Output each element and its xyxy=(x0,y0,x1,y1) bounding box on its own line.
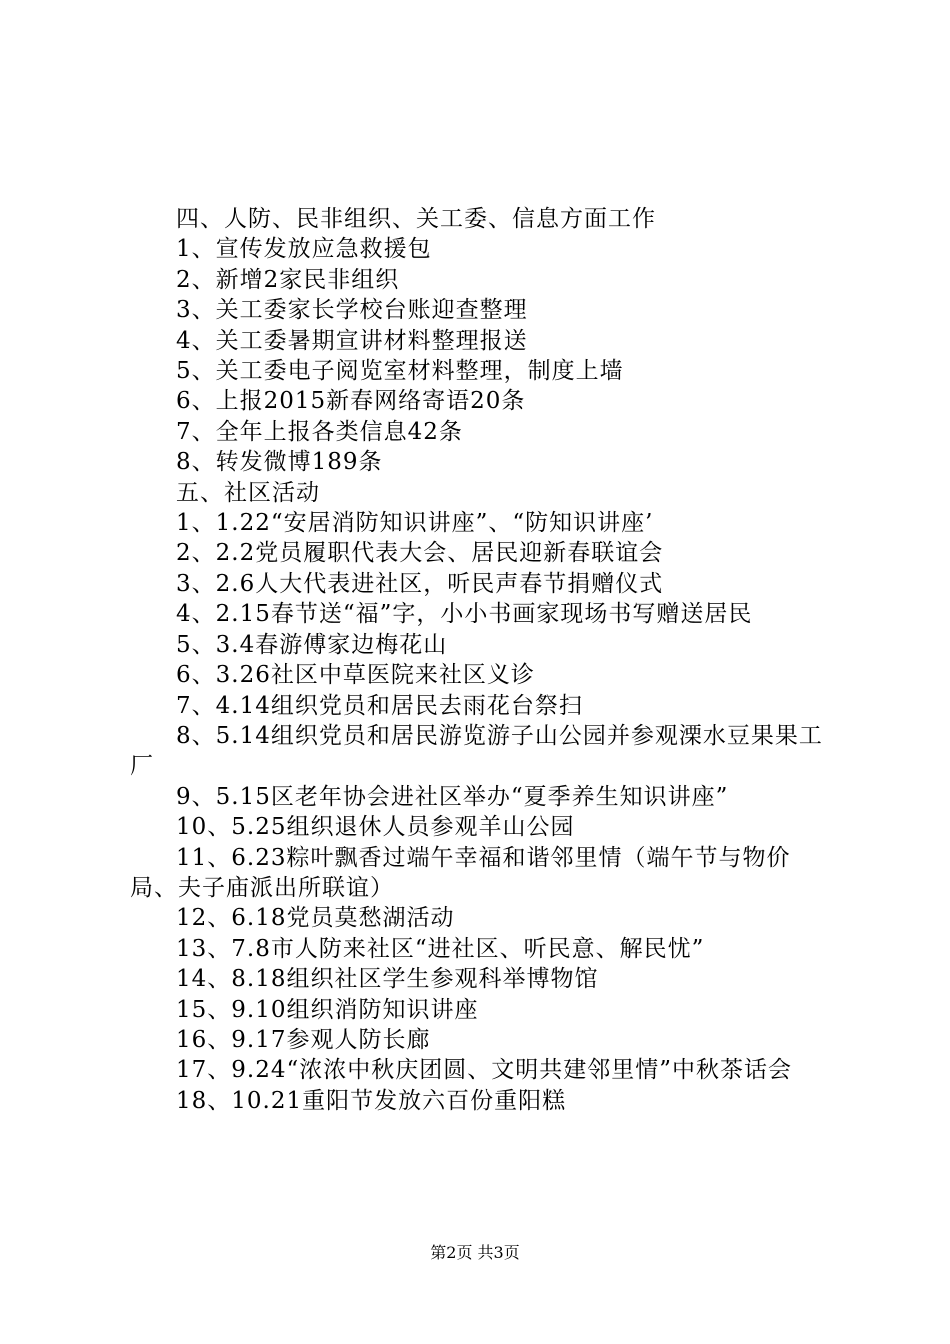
page-footer: 第2页 共3页 xyxy=(430,1243,520,1262)
list-item: 1、宣传发放应急救援包 xyxy=(176,236,432,263)
list-item: 18、10.21重阳节发放六百份重阳糕 xyxy=(176,1087,567,1114)
list-item: 5、关工委电子阅览室材料整理，制度上墙 xyxy=(176,358,624,385)
list-item: 16、9.17参观人防长廊 xyxy=(176,1026,431,1053)
document-body xyxy=(130,204,836,1116)
list-item: 6、上报2015新春网络寄语20条 xyxy=(176,388,526,415)
list-item: 3、2.6人大代表进社区，听民声春节捐赠仪式 xyxy=(176,570,664,597)
list-item: 6、3.26社区中草医院来社区义诊 xyxy=(176,662,535,689)
list-item: 5、3.4春游傅家边梅花山 xyxy=(176,631,448,658)
list-item: 15、9.10组织消防知识讲座 xyxy=(176,996,479,1023)
list-item: 7、4.14组织党员和居民去雨花台祭扫 xyxy=(176,692,583,719)
list-item: 17、9.24“浓浓中秋庆团圆、文明共建邻里情”中秋茶话会 xyxy=(176,1057,792,1084)
list-item: 12、6.18党员莫愁湖活动 xyxy=(176,905,455,932)
list-item: 7、全年上报各类信息42条 xyxy=(176,418,463,445)
list-item: 8、5.14组织党员和居民游览游子山公园并参观溧水豆果果工厂 xyxy=(130,722,823,780)
list-item: 4、关工委暑期宣讲材料整理报送 xyxy=(176,327,528,354)
list-item: 13、7.8市人防来社区“进社区、听民意、解民忧” xyxy=(176,935,705,962)
list-item: 8、转发微博189条 xyxy=(176,449,383,476)
list-item: 2、新增2家民非组织 xyxy=(176,266,400,293)
list-item: 14、8.18组织社区学生参观科举博物馆 xyxy=(176,966,599,993)
list-item: 3、关工委家长学校台账迎查整理 xyxy=(176,297,528,324)
list-item: 10、5.25组织退休人员参观羊山公园 xyxy=(176,814,575,841)
list-item: 4、2.15春节送“福”字，小小书画家现场书写赠送居民 xyxy=(176,601,753,628)
list-item: 1、1.22“安居消防知识讲座”、“防知识讲座’ xyxy=(176,510,654,537)
section-heading: 四、人防、民非组织、关工委、信息方面工作 xyxy=(176,206,656,232)
section-heading: 五、社区活动 xyxy=(176,479,320,506)
list-item: 2、2.2党员履职代表大会、居民迎新春联谊会 xyxy=(176,540,664,567)
list-item: 9、5.15区老年协会进社区举办“夏季养生知识讲座” xyxy=(176,783,729,810)
list-item: 11、6.23粽叶飘香过端午幸福和谐邻里情（端午节与物价局、夫子庙派出所联谊） xyxy=(130,844,791,901)
